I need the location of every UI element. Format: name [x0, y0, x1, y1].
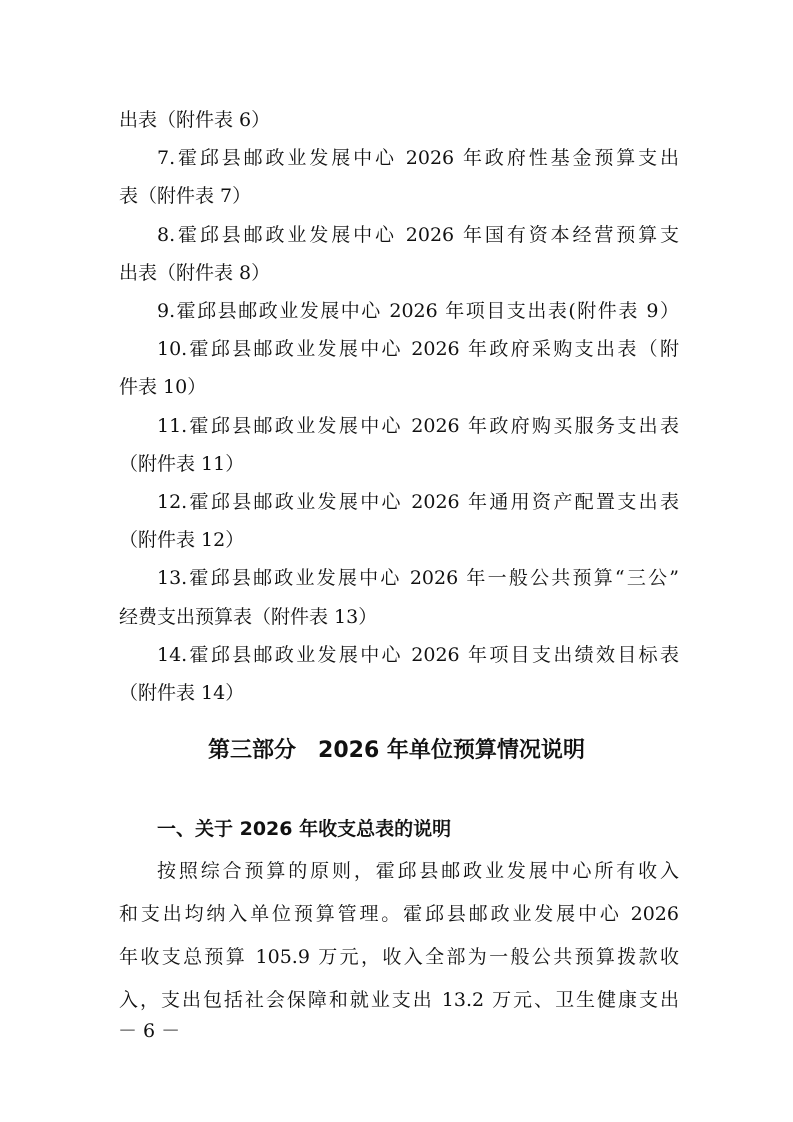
text-line: 13.霍邱县邮政业发展中心 2026 年一般公共预算“三公”	[157, 567, 679, 589]
page-number: － 6 －	[118, 1020, 181, 1042]
text-line: 9.霍邱县邮政业发展中心 2026 年项目支出表(附件表 9）	[157, 300, 679, 322]
text-line: 件表 10）	[119, 376, 207, 398]
paragraph-line: 入，支出包括社会保障和就业支出 13.2 万元、卫生健康支出	[119, 989, 679, 1011]
text-line: 10.霍邱县邮政业发展中心 2026 年政府采购支出表（附	[157, 338, 679, 360]
text-line: 出表（附件表 8）	[119, 262, 271, 284]
text-line: 出表（附件表 6）	[119, 109, 271, 131]
paragraph-line: 和支出均纳入单位预算管理。霍邱县邮政业发展中心 2026	[119, 903, 679, 925]
text-line: 11.霍邱县邮政业发展中心 2026 年政府购买服务支出表	[157, 415, 679, 437]
paragraph-line: 按照综合预算的原则，霍邱县邮政业发展中心所有收入	[157, 860, 679, 882]
text-line: （附件表 14）	[119, 682, 245, 704]
text-line: 表（附件表 7）	[119, 185, 252, 207]
text-line: 8.霍邱县邮政业发展中心 2026 年国有资本经营预算支	[157, 224, 679, 246]
section-heading: 第三部分 2026 年单位预算情况说明	[208, 738, 585, 763]
text-line: 7.霍邱县邮政业发展中心 2026 年政府性基金预算支出	[157, 147, 679, 169]
text-line: 12.霍邱县邮政业发展中心 2026 年通用资产配置支出表	[157, 491, 679, 513]
subheading: 一、关于 2026 年收支总表的说明	[157, 818, 452, 840]
text-line: （附件表 12）	[119, 529, 245, 551]
text-line: 14.霍邱县邮政业发展中心 2026 年项目支出绩效目标表	[157, 644, 679, 666]
text-line: （附件表 11）	[119, 453, 245, 475]
text-line: 经费支出预算表（附件表 13）	[119, 606, 378, 628]
paragraph-line: 年收支总预算 105.9 万元，收入全部为一般公共预算拨款收	[119, 946, 679, 968]
